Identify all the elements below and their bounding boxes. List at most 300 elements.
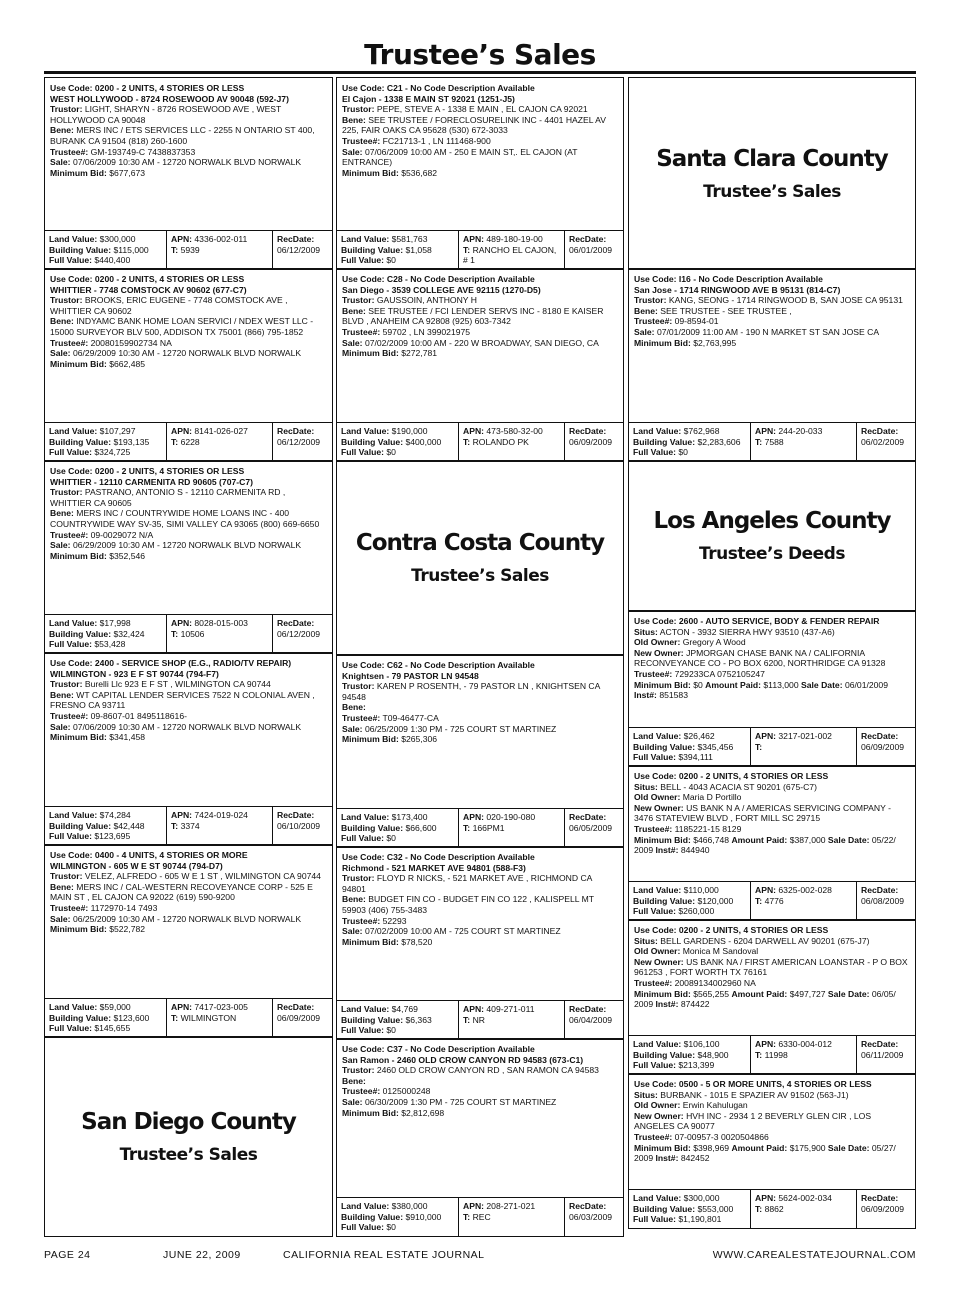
- county-header-san-diego: [44, 1036, 333, 1237]
- apn: [463, 426, 560, 437]
- trustee-number-label: Trustee#:: [50, 710, 89, 721]
- sale-info-label: Sale:: [342, 1096, 363, 1107]
- apn-label: APN:: [463, 1201, 485, 1212]
- listing-text: [45, 78, 332, 178]
- sale-info-label: Sale:: [342, 146, 363, 157]
- use-code: Use Code: 0200 - 2 UNITS, 4 STORIES OR LESS: [50, 274, 245, 284]
- tract-value: 10506: [180, 628, 205, 639]
- recdate-cell: [565, 1198, 623, 1236]
- apn: [755, 426, 852, 437]
- sale-date-label: Sale Date:: [827, 1142, 870, 1153]
- full-value: [633, 1060, 746, 1071]
- sale-info-label: Sale:: [50, 913, 71, 924]
- apn-cell: [167, 423, 273, 461]
- recdate-label: RecDate:: [277, 618, 315, 629]
- trustor-value: KANG, SEONG - 1714 RINGWOOD B, SAN JOSE CA 95131: [668, 295, 903, 306]
- building-value-label: Building Value:: [633, 1203, 696, 1214]
- trustor: [50, 295, 327, 316]
- recdate-value: 06/10/2009: [277, 820, 321, 831]
- land-value-label: Land Value:: [49, 1002, 98, 1013]
- recdate-value: 06/08/2009: [861, 895, 905, 906]
- full-value-label: Full Value:: [341, 255, 384, 266]
- property-location: WILMINGTON - 923 E F ST 90744 (794-F7): [50, 668, 219, 679]
- apn: [755, 885, 852, 896]
- recdate-value: 06/09/2009: [861, 1203, 905, 1214]
- county-subtitle: Trustee’s Sales: [703, 181, 841, 202]
- county-header-contra-costa: [336, 460, 624, 656]
- values-cell: [45, 423, 167, 461]
- sale-info: [50, 157, 327, 168]
- tract: [755, 896, 852, 907]
- land-value-value: $762,968: [683, 426, 720, 437]
- beneficiary-label: Bene:: [50, 881, 74, 892]
- sale-info: [342, 147, 618, 168]
- building-value-label: Building Value:: [341, 244, 404, 255]
- apn: [463, 234, 560, 245]
- recdate-label: RecDate:: [569, 812, 607, 823]
- building-value: [341, 823, 454, 834]
- apn-value: 244-20-033: [778, 426, 823, 437]
- listing-text: [629, 1074, 915, 1164]
- full-value-value: $0: [386, 1025, 396, 1036]
- inst-label: Inst#:: [655, 845, 679, 856]
- land-value-value: $110,000: [683, 885, 719, 896]
- beneficiary-value: SEE TRUSTEE - SEE TRUSTEE ,: [660, 305, 792, 316]
- footer-journal: CALIFORNIA REAL ESTATE JOURNAL: [283, 1249, 485, 1261]
- land-value: [633, 426, 746, 437]
- beneficiary-value: MERS INC / CAL-WESTERN RECOVEYANCE CORP - 525 E MAIN ST , EL CAJON CA 92022 (619) 590-9200: [50, 881, 313, 903]
- tract-label: T:: [171, 244, 179, 255]
- land-value-label: Land Value:: [341, 234, 390, 245]
- apn-cell: [751, 1036, 857, 1074]
- trustee-number: [50, 903, 327, 914]
- building-value-value: $193,135: [113, 436, 150, 447]
- full-value: [633, 752, 746, 763]
- beneficiary-value: SEE TRUSTEE / FORECLOSURELINK INC - 4401 HAZEL AV 225, FAIR OAKS CA 95628 (530) 672-3033: [342, 114, 606, 136]
- beneficiary-value: INDYAMC BANK HOME LOAN SERVICI / NDEX WEST LLC - 15000 SURVEYOR BLV 500, ADDISON TX 75001 (866) 795-1852: [50, 316, 314, 337]
- footer-page: PAGE 24: [44, 1249, 91, 1261]
- county-subtitle: Trustee’s Deeds: [699, 544, 845, 564]
- new-owner-value: US BANK NA / FIRST AMERICAN LOANSTAR - P O BOX 961253 , FORT WORTH TX 76161: [634, 956, 908, 978]
- full-value: [49, 639, 162, 650]
- beneficiary: [342, 306, 618, 327]
- trustee-number-label: Trustee#:: [50, 337, 89, 348]
- land-value: [633, 731, 746, 742]
- recdate-cell: [857, 728, 915, 766]
- building-value: [49, 629, 162, 640]
- land-value-label: Land Value:: [49, 618, 98, 629]
- beneficiary-label: Bene:: [634, 305, 658, 316]
- minimum-bid-value: $272,781: [401, 348, 438, 359]
- amount-paid-value: $387,000: [789, 834, 826, 845]
- listing-card: [336, 654, 624, 848]
- land-value: [633, 1039, 746, 1050]
- apn: [463, 1201, 560, 1212]
- beneficiary-label: Bene:: [50, 125, 74, 136]
- apn-cell: [459, 1001, 565, 1039]
- amount-paid-label: Amount Paid:: [731, 1142, 788, 1153]
- trustee-number-label: Trustee#:: [634, 823, 673, 834]
- trustor-value: GAUSSOIN, ANTHONY H: [376, 295, 477, 306]
- bid-line: [634, 989, 910, 1010]
- land-value-value: $17,998: [99, 618, 131, 629]
- land-value-value: $300,000: [683, 1193, 720, 1204]
- minimum-bid: [50, 359, 327, 370]
- tract: [171, 629, 268, 640]
- full-value-value: $260,000: [678, 906, 715, 917]
- trustee-number-value: 07-00957-3 0020504866: [674, 1131, 769, 1142]
- minimum-bid-label: Minimum Bid:: [342, 167, 399, 178]
- apn-cell: [167, 999, 273, 1037]
- old-owner-value: Monica M Sandoval: [682, 946, 759, 957]
- values-row: [45, 230, 332, 269]
- use-code: Use Code: C28 - No Code Description Available: [342, 274, 535, 284]
- trustee-number-label: Trustee#:: [342, 135, 381, 146]
- land-value-value: $107,297: [99, 426, 136, 437]
- tract-value: WILMINGTON: [180, 1012, 237, 1023]
- new-owner: [634, 803, 910, 824]
- property-location: San Jose - 1714 RINGWOOD AVE B 95131 (814-C7): [634, 284, 841, 295]
- recdate-label: RecDate:: [277, 234, 315, 245]
- use-code: Use Code: C62 - No Code Description Available: [342, 660, 535, 670]
- apn-value: 473-580-32-00: [486, 426, 543, 437]
- trustor: [342, 104, 618, 115]
- tract-label: T:: [171, 628, 179, 639]
- trustor-value: PASTRANO, ANTONIO S - 12110 CARMENITA RD , WHITTIER CA 90605: [50, 487, 286, 508]
- values-cell: [629, 1190, 751, 1228]
- tract-label: T:: [171, 436, 179, 447]
- building-value-label: Building Value:: [341, 1014, 404, 1025]
- column-3: [628, 77, 916, 1237]
- sale-info-value: 06/30/2009 1:30 PM - 725 COURT ST MARTINEZ: [364, 1096, 557, 1107]
- tract-value: NR: [472, 1014, 485, 1025]
- listing-card: [44, 844, 333, 1038]
- tract: [463, 1015, 560, 1026]
- sale-date-label: Sale Date:: [801, 679, 843, 690]
- apn-cell: [167, 807, 273, 845]
- values-cell: [629, 1036, 751, 1074]
- tract-value: 5939: [180, 244, 200, 255]
- column-2: [336, 77, 624, 1237]
- apn-value: 208-271-021: [486, 1201, 536, 1212]
- values-row: [337, 808, 623, 847]
- trustor: [50, 104, 327, 125]
- full-value-value: $145,655: [94, 1023, 131, 1034]
- beneficiary-value: MERS INC / ETS SERVICES LLC - 2255 N ONTARIO ST 400, BURANK CA 91504 (818) 260-1600: [50, 125, 315, 146]
- minimum-bid-value: $522,782: [109, 924, 146, 935]
- trustee-number-label: Trustee#:: [342, 1086, 381, 1097]
- minimum-bid-label: Minimum Bid:: [50, 167, 107, 178]
- trustee-number-value: GM-193749-C 7438837353: [90, 146, 196, 157]
- sale-info-label: Sale:: [50, 348, 71, 359]
- apn-cell: [167, 615, 273, 653]
- apn-label: APN:: [463, 1004, 485, 1015]
- building-value-label: Building Value:: [341, 1211, 404, 1222]
- building-value-label: Building Value:: [49, 1012, 112, 1023]
- amount-paid-value: $175,900: [789, 1142, 826, 1153]
- full-value-label: Full Value:: [633, 752, 676, 763]
- sale-date-value: 05/22/ 2009: [634, 834, 896, 856]
- trustee-number: [342, 713, 618, 724]
- deed-card: [628, 1073, 916, 1229]
- tract-label: T:: [463, 1014, 471, 1025]
- sale-date-label: Sale Date:: [827, 988, 870, 999]
- apn-cell: [459, 1198, 565, 1236]
- building-value-label: Building Value:: [49, 628, 112, 639]
- deed-card: [628, 919, 916, 1075]
- full-value-label: Full Value:: [49, 831, 92, 842]
- apn: [755, 1039, 852, 1050]
- situs: [634, 936, 910, 947]
- full-value-value: $0: [386, 833, 396, 844]
- values-cell: [337, 1001, 459, 1039]
- trustee-number: [50, 338, 327, 349]
- sale-info-label: Sale:: [50, 721, 71, 732]
- trustee-number-value: 1172970-14 7493: [90, 902, 158, 913]
- situs-value: ACTON - 3932 SIERRA HWY 93510 (437-A6): [659, 626, 835, 637]
- values-cell: [45, 999, 167, 1037]
- listing-card: [44, 460, 333, 654]
- full-value-value: $0: [386, 1222, 396, 1233]
- trustee-number-value: 52293: [382, 915, 407, 926]
- building-value-value: $48,900: [697, 1049, 729, 1060]
- land-value: [49, 618, 162, 629]
- county-subtitle: Trustee’s Sales: [119, 1144, 258, 1165]
- minimum-bid: [342, 348, 618, 359]
- beneficiary: [50, 690, 327, 711]
- title-rule: [44, 71, 916, 74]
- trustee-number-label: Trustee#:: [50, 902, 89, 913]
- apn-value: 4336-002-011: [194, 234, 248, 245]
- trustor-label: Trustor:: [342, 104, 375, 115]
- building-value-value: $32,424: [113, 628, 145, 639]
- county-header-santa-clara: [628, 77, 916, 270]
- apn-value: 489-180-19-00: [486, 234, 543, 245]
- property-location: WHITTIER - 7748 COMSTOCK AV 90602 (677-C7): [50, 284, 247, 295]
- use-code: Use Code: 0400 - 4 UNITS, 4 STORIES OR MORE: [50, 850, 248, 860]
- minimum-bid-label: Minimum Bid:: [50, 924, 107, 935]
- use-code: Use Code: 0200 - 2 UNITS, 4 STORIES OR LESS: [634, 925, 829, 935]
- tract: [171, 1013, 268, 1024]
- minimum-bid-value: $2,812,698: [401, 1107, 445, 1118]
- listing-card: [628, 268, 916, 462]
- apn-value: 3217-021-002: [778, 731, 832, 742]
- recdate-value: 06/11/2009: [861, 1049, 904, 1060]
- building-value-label: Building Value:: [49, 820, 112, 831]
- apn-label: APN:: [171, 234, 193, 245]
- trustor-label: Trustor:: [342, 681, 375, 692]
- beneficiary: [342, 894, 618, 915]
- minimum-bid: [634, 338, 910, 349]
- beneficiary-label: Bene:: [50, 689, 74, 700]
- trustor: [50, 487, 327, 508]
- amount-paid-label: Amount Paid:: [731, 988, 788, 999]
- values-cell: [45, 807, 167, 845]
- values-row: [45, 806, 332, 845]
- recdate-label: RecDate:: [861, 731, 899, 742]
- land-value: [341, 234, 454, 245]
- trustor: [50, 679, 327, 690]
- recdate-cell: [565, 423, 623, 461]
- listing-card: [44, 77, 333, 270]
- recdate-cell: [857, 423, 915, 461]
- minimum-bid-value: $536,682: [401, 167, 438, 178]
- beneficiary-value: WT CAPITAL LENDER SERVICES 7522 N COLONIAL AVEN , FRESNO CA 93711: [50, 689, 315, 711]
- values-row: [629, 727, 915, 766]
- beneficiary: [342, 702, 618, 713]
- use-code: Use Code: C32 - No Code Description Available: [342, 852, 535, 862]
- sale-info-value: 07/01/2009 11:00 AM - 190 N MARKET ST SAN JOSE CA: [656, 326, 880, 337]
- trustor: [342, 1065, 618, 1076]
- sale-info: [342, 1097, 618, 1108]
- tract: [755, 1204, 852, 1215]
- apn: [463, 1004, 560, 1015]
- land-value-label: Land Value:: [49, 234, 98, 245]
- values-row: [629, 1189, 915, 1228]
- values-row: [45, 614, 332, 653]
- full-value-value: $0: [386, 255, 396, 266]
- land-value: [341, 812, 454, 823]
- old-owner-value: Gregory A Wood: [682, 637, 746, 648]
- tract-value: 6228: [180, 436, 200, 447]
- apn-label: APN:: [463, 426, 485, 437]
- beneficiary: [50, 316, 327, 337]
- apn-label: APN:: [463, 234, 485, 245]
- listing-card: [44, 652, 333, 846]
- full-value-value: $324,725: [94, 447, 131, 458]
- trustee-number-label: Trustee#:: [342, 915, 381, 926]
- recdate-cell: [857, 882, 915, 920]
- recdate-label: RecDate:: [861, 1193, 899, 1204]
- minimum-bid-value: $352,546: [109, 550, 146, 561]
- apn: [171, 426, 268, 437]
- listing-card: [336, 77, 624, 270]
- sale-date-label: Sale Date:: [827, 834, 870, 845]
- sale-info-label: Sale:: [342, 926, 363, 937]
- minimum-bid-label: Minimum Bid:: [342, 1107, 399, 1118]
- building-value: [49, 437, 162, 448]
- recdate-label: RecDate:: [569, 234, 607, 245]
- trustee-number: [634, 669, 910, 680]
- land-value-label: Land Value:: [49, 810, 98, 821]
- tract-value: 11998: [764, 1049, 788, 1060]
- building-value-value: $400,000: [405, 436, 442, 447]
- listing-text: [45, 653, 332, 743]
- use-code: Use Code: 0500 - 5 OR MORE UNITS, 4 STORIES OR LESS: [634, 1079, 872, 1089]
- trustor-label: Trustor:: [50, 487, 83, 498]
- apn-label: APN:: [463, 812, 485, 823]
- bid-line: [634, 835, 910, 856]
- trustor-label: Trustor:: [342, 873, 375, 884]
- land-value-label: Land Value:: [341, 812, 390, 823]
- beneficiary-value: MERS INC / COUNTRYWIDE HOME LOANS INC - 400 COUNTRYWIDE WAY SV-35, SIMI VALLEY CA 93065 (800) 669-6650: [50, 508, 320, 529]
- full-value-value: $53,428: [94, 639, 126, 650]
- trustor: [342, 681, 618, 702]
- beneficiary: [50, 882, 327, 903]
- apn-label: APN:: [755, 1039, 777, 1050]
- beneficiary-value: SEE TRUSTEE / FCI LENDER SERVS INC - 8180 E KAISER BLVD , ANAHEIM CA 92808 (925) 603-7342: [342, 305, 604, 327]
- full-value-label: Full Value:: [633, 906, 676, 917]
- full-value: [49, 1023, 162, 1034]
- minimum-bid: [50, 168, 327, 179]
- beneficiary-label: Bene:: [50, 316, 74, 327]
- trustee-number-label: Trustee#:: [634, 977, 673, 988]
- old-owner-value: Maria D Portillo: [682, 792, 742, 803]
- page-title: Trustee’s Sales: [364, 38, 596, 71]
- land-value-label: Land Value:: [633, 1039, 682, 1050]
- new-owner: [634, 648, 910, 669]
- old-owner-value: Erwin Kahulugan: [682, 1100, 748, 1111]
- situs-value: BURBANK - 1015 E SPAZIER AV 91502 (563-J1): [660, 1089, 849, 1100]
- county-header-los-angeles: [628, 460, 916, 612]
- apn-cell: [751, 423, 857, 461]
- tract-value: ROLANDO PK: [472, 436, 529, 447]
- listing-card: [44, 268, 333, 462]
- apn: [171, 618, 268, 629]
- apn-label: APN:: [755, 1193, 777, 1204]
- apn: [755, 1193, 852, 1204]
- building-value-label: Building Value:: [633, 741, 696, 752]
- county-name: Los Angeles County: [653, 508, 891, 534]
- trustee-number-value: FC21713-1 , LN 111468-900: [382, 135, 491, 146]
- minimum-bid-value: $565,255: [693, 988, 730, 999]
- recdate-cell: [273, 231, 332, 269]
- minimum-bid-label: Minimum Bid:: [634, 988, 691, 999]
- minimum-bid: [50, 551, 327, 562]
- building-value-label: Building Value:: [341, 436, 404, 447]
- trustor-value: KAREN P ROSENTH, - 79 PASTOR LN , KNIGHTSEN CA 94548: [342, 681, 600, 702]
- new-owner: [634, 1111, 910, 1132]
- trustor: [50, 871, 327, 882]
- building-value: [633, 742, 746, 753]
- apn-label: APN:: [171, 810, 193, 821]
- beneficiary-label: Bene:: [342, 305, 366, 316]
- inst-label: Inst#:: [634, 690, 657, 701]
- trustee-number: [50, 530, 327, 541]
- full-value: [341, 1025, 454, 1036]
- recdate-label: RecDate:: [861, 426, 899, 437]
- minimum-bid-label: Minimum Bid:: [634, 337, 691, 348]
- minimum-bid-value: $466,748: [693, 834, 730, 845]
- trustee-number-value: 59702 , LN 399021975: [382, 326, 471, 337]
- minimum-bid-label: Minimum Bid:: [634, 679, 691, 690]
- sale-info-label: Sale:: [50, 540, 71, 551]
- land-value-value: $173,400: [391, 812, 428, 823]
- deed-card: [628, 610, 916, 767]
- county-name: San Diego County: [81, 1108, 296, 1135]
- beneficiary-label: Bene:: [342, 702, 366, 713]
- land-value: [49, 1002, 162, 1013]
- deed-card: [628, 765, 916, 921]
- old-owner: [634, 946, 910, 957]
- tract-value: 3374: [180, 820, 200, 831]
- beneficiary: [342, 115, 618, 136]
- trustee-number-value: 0125000248: [382, 1086, 431, 1097]
- apn-cell: [751, 728, 857, 766]
- full-value-label: Full Value:: [633, 1214, 676, 1225]
- inst-value: 844940: [680, 845, 710, 856]
- building-value: [49, 821, 162, 832]
- apn-cell: [459, 231, 565, 269]
- apn-label: APN:: [755, 731, 777, 742]
- values-cell: [337, 809, 459, 847]
- recdate-value: 06/09/2009: [277, 1012, 321, 1023]
- land-value-value: $380,000: [391, 1201, 428, 1212]
- land-value-value: $4,769: [391, 1004, 418, 1015]
- land-value-label: Land Value:: [633, 731, 682, 742]
- trustee-number: [342, 916, 618, 927]
- new-owner-label: New Owner:: [634, 802, 684, 813]
